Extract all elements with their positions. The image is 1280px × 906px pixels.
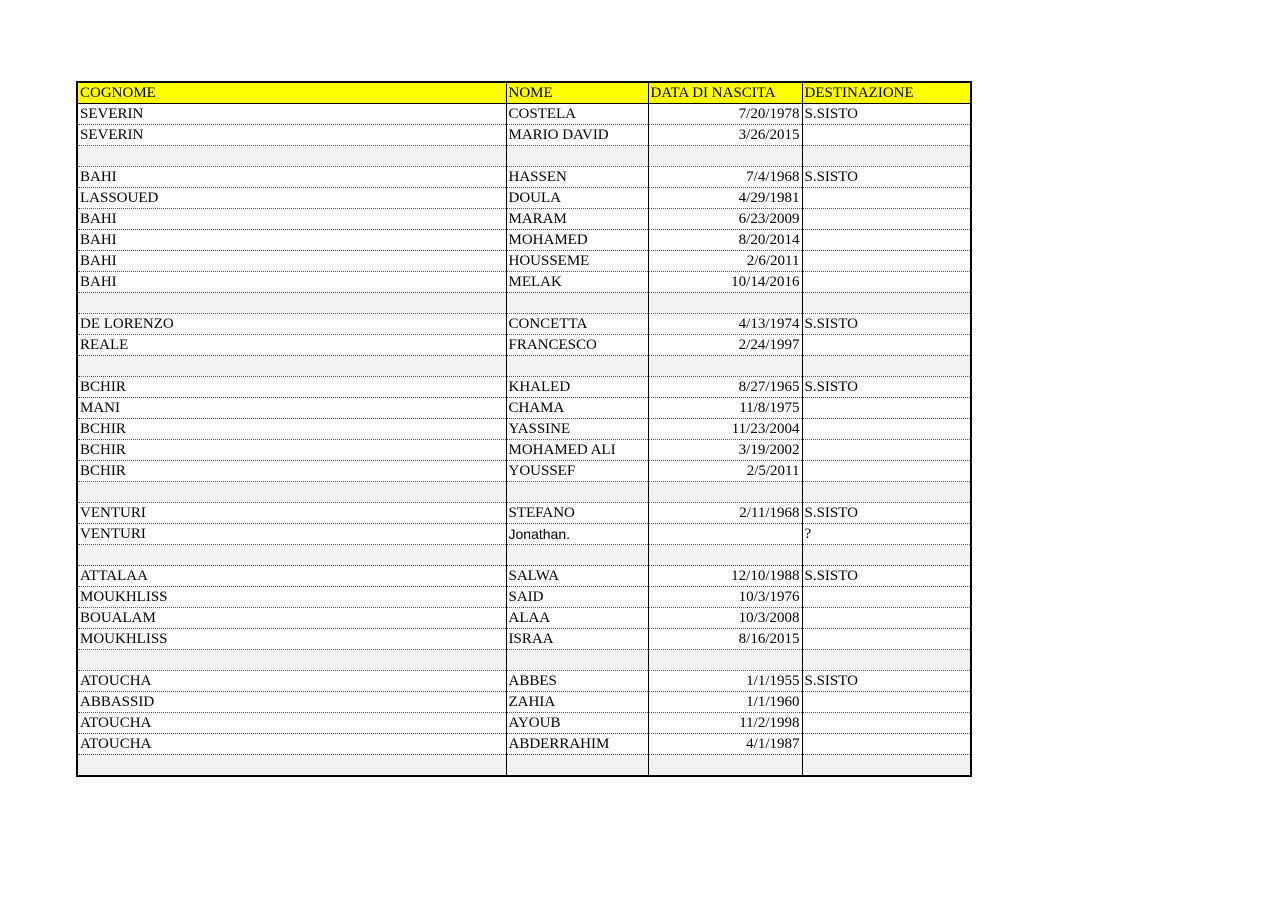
cell-data-di-nascita: 8/16/2015 — [648, 629, 802, 650]
table-row — [77, 545, 971, 566]
cell-nome: ABDERRAHIM — [506, 734, 648, 755]
cell-nome: AYOUB — [506, 713, 648, 734]
cell-destinazione — [802, 272, 971, 293]
cell-cognome: BAHI — [77, 167, 506, 188]
table-row — [77, 272, 971, 293]
cell-cognome: MOUKHLISS — [77, 587, 506, 608]
cell-destinazione — [802, 482, 971, 503]
table-row — [77, 671, 971, 692]
cell-destinazione — [802, 734, 971, 755]
table-row — [77, 146, 971, 167]
cell-cognome — [77, 482, 506, 503]
table-row — [77, 230, 971, 251]
table-row — [77, 734, 971, 755]
cell-data-di-nascita — [648, 146, 802, 167]
cell-cognome: ATOUCHA — [77, 734, 506, 755]
cell-cognome — [77, 293, 506, 314]
cell-data-di-nascita — [648, 356, 802, 377]
cell-data-di-nascita: 1/1/1960 — [648, 692, 802, 713]
cell-destinazione: S.SISTO — [802, 167, 971, 188]
cell-destinazione — [802, 650, 971, 671]
cell-nome: CONCETTA — [506, 314, 648, 335]
cell-cognome: BCHIR — [77, 461, 506, 482]
cell-nome — [506, 755, 648, 777]
cell-data-di-nascita: 10/3/1976 — [648, 587, 802, 608]
cell-cognome: MOUKHLISS — [77, 629, 506, 650]
cell-destinazione — [802, 755, 971, 777]
table-row — [77, 440, 971, 461]
table-row — [77, 650, 971, 671]
table-row — [77, 125, 971, 146]
cell-data-di-nascita: 2/24/1997 — [648, 335, 802, 356]
cell-nome — [506, 293, 648, 314]
table-row — [77, 692, 971, 713]
cell-nome: MOHAMED ALI — [506, 440, 648, 461]
cell-nome — [506, 146, 648, 167]
cell-nome: ZAHIA — [506, 692, 648, 713]
table-row — [77, 566, 971, 587]
cell-cognome: BAHI — [77, 272, 506, 293]
cell-data-di-nascita: 7/20/1978 — [648, 104, 802, 125]
cell-destinazione — [802, 440, 971, 461]
cell-nome: KHALED — [506, 377, 648, 398]
cell-nome: DOULA — [506, 188, 648, 209]
table-row — [77, 482, 971, 503]
cell-destinazione — [802, 419, 971, 440]
cell-destinazione: S.SISTO — [802, 104, 971, 125]
cell-cognome: SEVERIN — [77, 104, 506, 125]
cell-nome: HOUSSEME — [506, 251, 648, 272]
cell-cognome — [77, 146, 506, 167]
cell-cognome: BAHI — [77, 230, 506, 251]
cell-cognome: BCHIR — [77, 377, 506, 398]
cell-destinazione — [802, 188, 971, 209]
cell-destinazione — [802, 398, 971, 419]
cell-nome: STEFANO — [506, 503, 648, 524]
cell-data-di-nascita: 2/11/1968 — [648, 503, 802, 524]
cell-cognome: BOUALAM — [77, 608, 506, 629]
cell-destinazione — [802, 608, 971, 629]
cell-nome: HASSEN — [506, 167, 648, 188]
cell-data-di-nascita — [648, 482, 802, 503]
cell-nome: Jonathan. — [506, 524, 648, 545]
table-row — [77, 335, 971, 356]
cell-destinazione — [802, 545, 971, 566]
table-row — [77, 713, 971, 734]
table-row — [77, 167, 971, 188]
cell-nome: MELAK — [506, 272, 648, 293]
cell-data-di-nascita: 3/26/2015 — [648, 125, 802, 146]
cell-nome: MOHAMED — [506, 230, 648, 251]
cell-data-di-nascita: 10/14/2016 — [648, 272, 802, 293]
cell-destinazione: S.SISTO — [802, 314, 971, 335]
cell-nome — [506, 545, 648, 566]
cell-destinazione — [802, 125, 971, 146]
table-row — [77, 755, 971, 777]
cell-cognome — [77, 650, 506, 671]
cell-nome: MARIO DAVID — [506, 125, 648, 146]
cell-data-di-nascita: 11/2/1998 — [648, 713, 802, 734]
cell-cognome: SEVERIN — [77, 125, 506, 146]
table-row — [77, 608, 971, 629]
cell-cognome: BAHI — [77, 209, 506, 230]
cell-destinazione — [802, 209, 971, 230]
cell-data-di-nascita: 8/20/2014 — [648, 230, 802, 251]
table-row — [77, 314, 971, 335]
cell-data-di-nascita: 11/8/1975 — [648, 398, 802, 419]
cell-destinazione — [802, 692, 971, 713]
cell-destinazione: S.SISTO — [802, 503, 971, 524]
table-row — [77, 377, 971, 398]
cell-cognome: LASSOUED — [77, 188, 506, 209]
header-destinazione: DESTINAZIONE — [802, 82, 971, 104]
passenger-table — [76, 81, 972, 777]
cell-nome: ISRAA — [506, 629, 648, 650]
cell-nome — [506, 356, 648, 377]
cell-data-di-nascita — [648, 755, 802, 777]
cell-data-di-nascita: 12/10/1988 — [648, 566, 802, 587]
cell-destinazione — [802, 356, 971, 377]
cell-nome — [506, 482, 648, 503]
table-body — [77, 104, 971, 777]
cell-data-di-nascita: 1/1/1955 — [648, 671, 802, 692]
cell-data-di-nascita: 11/23/2004 — [648, 419, 802, 440]
table-row — [77, 293, 971, 314]
cell-cognome — [77, 356, 506, 377]
cell-nome: SALWA — [506, 566, 648, 587]
cell-nome: YASSINE — [506, 419, 648, 440]
cell-data-di-nascita: 7/4/1968 — [648, 167, 802, 188]
table-row — [77, 209, 971, 230]
cell-nome: YOUSSEF — [506, 461, 648, 482]
cell-cognome: ATOUCHA — [77, 713, 506, 734]
cell-cognome: REALE — [77, 335, 506, 356]
header-cognome: COGNOME — [77, 82, 506, 104]
cell-destinazione — [802, 251, 971, 272]
cell-nome: ABBES — [506, 671, 648, 692]
table-row — [77, 398, 971, 419]
table-row — [77, 461, 971, 482]
cell-cognome: BCHIR — [77, 440, 506, 461]
table-row — [77, 356, 971, 377]
cell-cognome: ATTALAA — [77, 566, 506, 587]
table-row — [77, 188, 971, 209]
cell-data-di-nascita — [648, 650, 802, 671]
cell-nome: FRANCESCO — [506, 335, 648, 356]
cell-nome: ALAA — [506, 608, 648, 629]
cell-destinazione: S.SISTO — [802, 377, 971, 398]
cell-nome: CHAMA — [506, 398, 648, 419]
cell-destinazione — [802, 146, 971, 167]
cell-destinazione — [802, 587, 971, 608]
cell-data-di-nascita — [648, 524, 802, 545]
cell-destinazione: ? — [802, 524, 971, 545]
cell-destinazione: S.SISTO — [802, 671, 971, 692]
cell-data-di-nascita: 8/27/1965 — [648, 377, 802, 398]
table-row — [77, 251, 971, 272]
cell-cognome: ABBASSID — [77, 692, 506, 713]
cell-cognome: MANI — [77, 398, 506, 419]
cell-data-di-nascita: 6/23/2009 — [648, 209, 802, 230]
table-row — [77, 524, 971, 545]
table-row — [77, 419, 971, 440]
cell-nome — [506, 650, 648, 671]
table-row — [77, 629, 971, 650]
cell-destinazione — [802, 335, 971, 356]
cell-cognome: VENTURI — [77, 524, 506, 545]
cell-cognome: BCHIR — [77, 419, 506, 440]
cell-data-di-nascita: 3/19/2002 — [648, 440, 802, 461]
table-row — [77, 587, 971, 608]
cell-data-di-nascita — [648, 545, 802, 566]
cell-destinazione — [802, 230, 971, 251]
cell-destinazione — [802, 629, 971, 650]
header-data-di-nascita: DATA DI NASCITA — [648, 82, 802, 104]
cell-destinazione — [802, 461, 971, 482]
cell-data-di-nascita: 2/6/2011 — [648, 251, 802, 272]
cell-data-di-nascita: 4/13/1974 — [648, 314, 802, 335]
cell-data-di-nascita: 4/29/1981 — [648, 188, 802, 209]
cell-cognome: VENTURI — [77, 503, 506, 524]
table-row — [77, 104, 971, 125]
cell-data-di-nascita: 2/5/2011 — [648, 461, 802, 482]
cell-destinazione: S.SISTO — [802, 566, 971, 587]
header-nome: NOME — [506, 82, 648, 104]
cell-cognome — [77, 755, 506, 777]
cell-cognome — [77, 545, 506, 566]
header-row — [77, 82, 971, 104]
cell-cognome: DE LORENZO — [77, 314, 506, 335]
cell-destinazione — [802, 713, 971, 734]
cell-data-di-nascita: 10/3/2008 — [648, 608, 802, 629]
cell-destinazione — [802, 293, 971, 314]
table-row — [77, 503, 971, 524]
cell-cognome: BAHI — [77, 251, 506, 272]
cell-cognome: ATOUCHA — [77, 671, 506, 692]
cell-nome: MARAM — [506, 209, 648, 230]
cell-nome: SAID — [506, 587, 648, 608]
cell-data-di-nascita — [648, 293, 802, 314]
cell-data-di-nascita: 4/1/1987 — [648, 734, 802, 755]
cell-nome: COSTELA — [506, 104, 648, 125]
